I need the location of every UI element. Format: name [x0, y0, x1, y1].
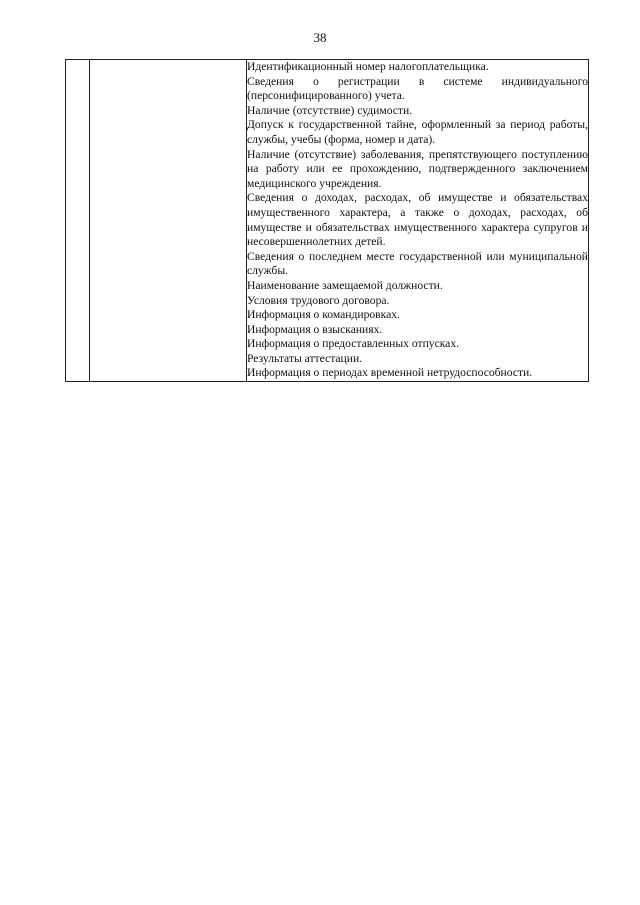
table-cell-category — [90, 60, 247, 382]
list-item-income-declaration: Сведения о доходах, расходах, об имуществе и обязательствах имущественного характера, а также о доходах, расходах, об имуществе и обязательствах имущественного характера супругов и несовершеннолетних детей. — [247, 191, 588, 249]
list-item-inn: Идентификационный номер налогоплательщика. — [247, 60, 489, 73]
page-number: 38 — [313, 30, 327, 45]
list-item-medical-condition: Наличие (отсутствие) заболевания, препятствующего поступлению на работу или ее прохождению, подтвержденного заключением медицинского учреждения. — [247, 147, 588, 190]
list-item-state-secret-clearance: Допуск к государственной тайне, оформленный за период работы, службы, учебы (форма, номер и дата). — [247, 118, 588, 146]
list-item-position-title: Наименование замещаемой должности. — [247, 278, 443, 292]
document-table — [65, 59, 589, 382]
table-row — [66, 60, 589, 382]
list-item-contract-terms: Условия трудового договора. — [247, 293, 390, 307]
table-cell-number — [66, 60, 90, 382]
list-item-vacations: Информация о предоставленных отпусках. — [247, 337, 460, 351]
list-item-business-trips: Информация о командировках. — [247, 308, 400, 322]
list-item-penalties: Информация о взысканиях. — [247, 322, 383, 336]
list-item-pension-registration: Сведения о регистрации в системе индивидуального (персонифицированного) учета. — [247, 74, 588, 103]
list-item-sick-leave-periods: Информация о периодах временной нетрудоспособности. — [247, 366, 533, 380]
list-item-last-service-place: Сведения о последнем месте государственной или муниципальной службы. — [247, 249, 588, 278]
list-item-attestation-results: Результаты аттестации. — [247, 351, 363, 365]
table-cell-data-list — [247, 60, 589, 382]
list-item-criminal-record: Наличие (отсутствие) судимости. — [247, 103, 413, 117]
